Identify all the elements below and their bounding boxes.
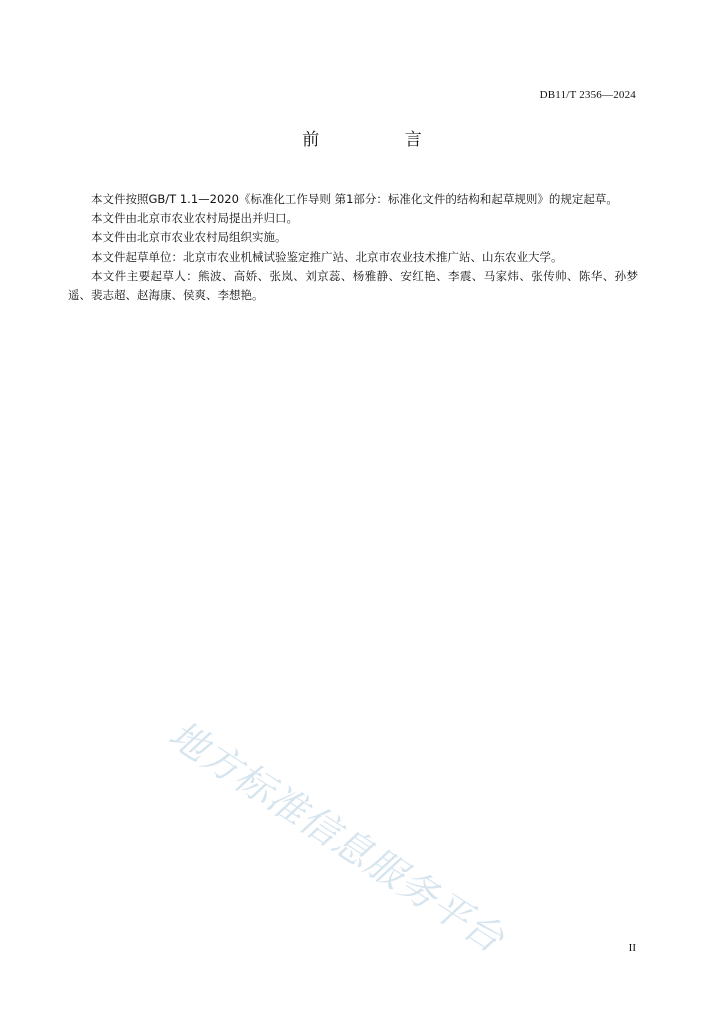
paragraph-organizer: 本文件由北京市农业农村局组织实施。 [91, 230, 287, 245]
standard-code: DB11/T 2356—2024 [539, 89, 636, 101]
paragraph-drafters: 本文件主要起草人：熊波、高娇、张岚、刘京蕊、杨雅静、安红艳、李震、马家炜、张传帅、陈华、孙梦遥、裴志超、赵海康、侯爽、李想艳。 [68, 268, 638, 303]
page-title: 前 言 [302, 130, 462, 150]
watermark: 地方标准信息服务平台 [161, 711, 513, 962]
paragraph-drafting-rules: 本文件按照GB/T 1.1—2020《标准化工作导则 第1部分：标准化文件的结构和起草规则》的规定起草。 [91, 192, 618, 206]
paragraph-proposer: 本文件由北京市农业农村局提出并归口。 [91, 211, 298, 226]
foreword-body [68, 190, 638, 305]
page-number: II [628, 942, 636, 954]
paragraph-drafting-units: 本文件起草单位：北京市农业机械试验鉴定推广站、北京市农业技术推广站、山东农业大学。 [91, 249, 563, 264]
